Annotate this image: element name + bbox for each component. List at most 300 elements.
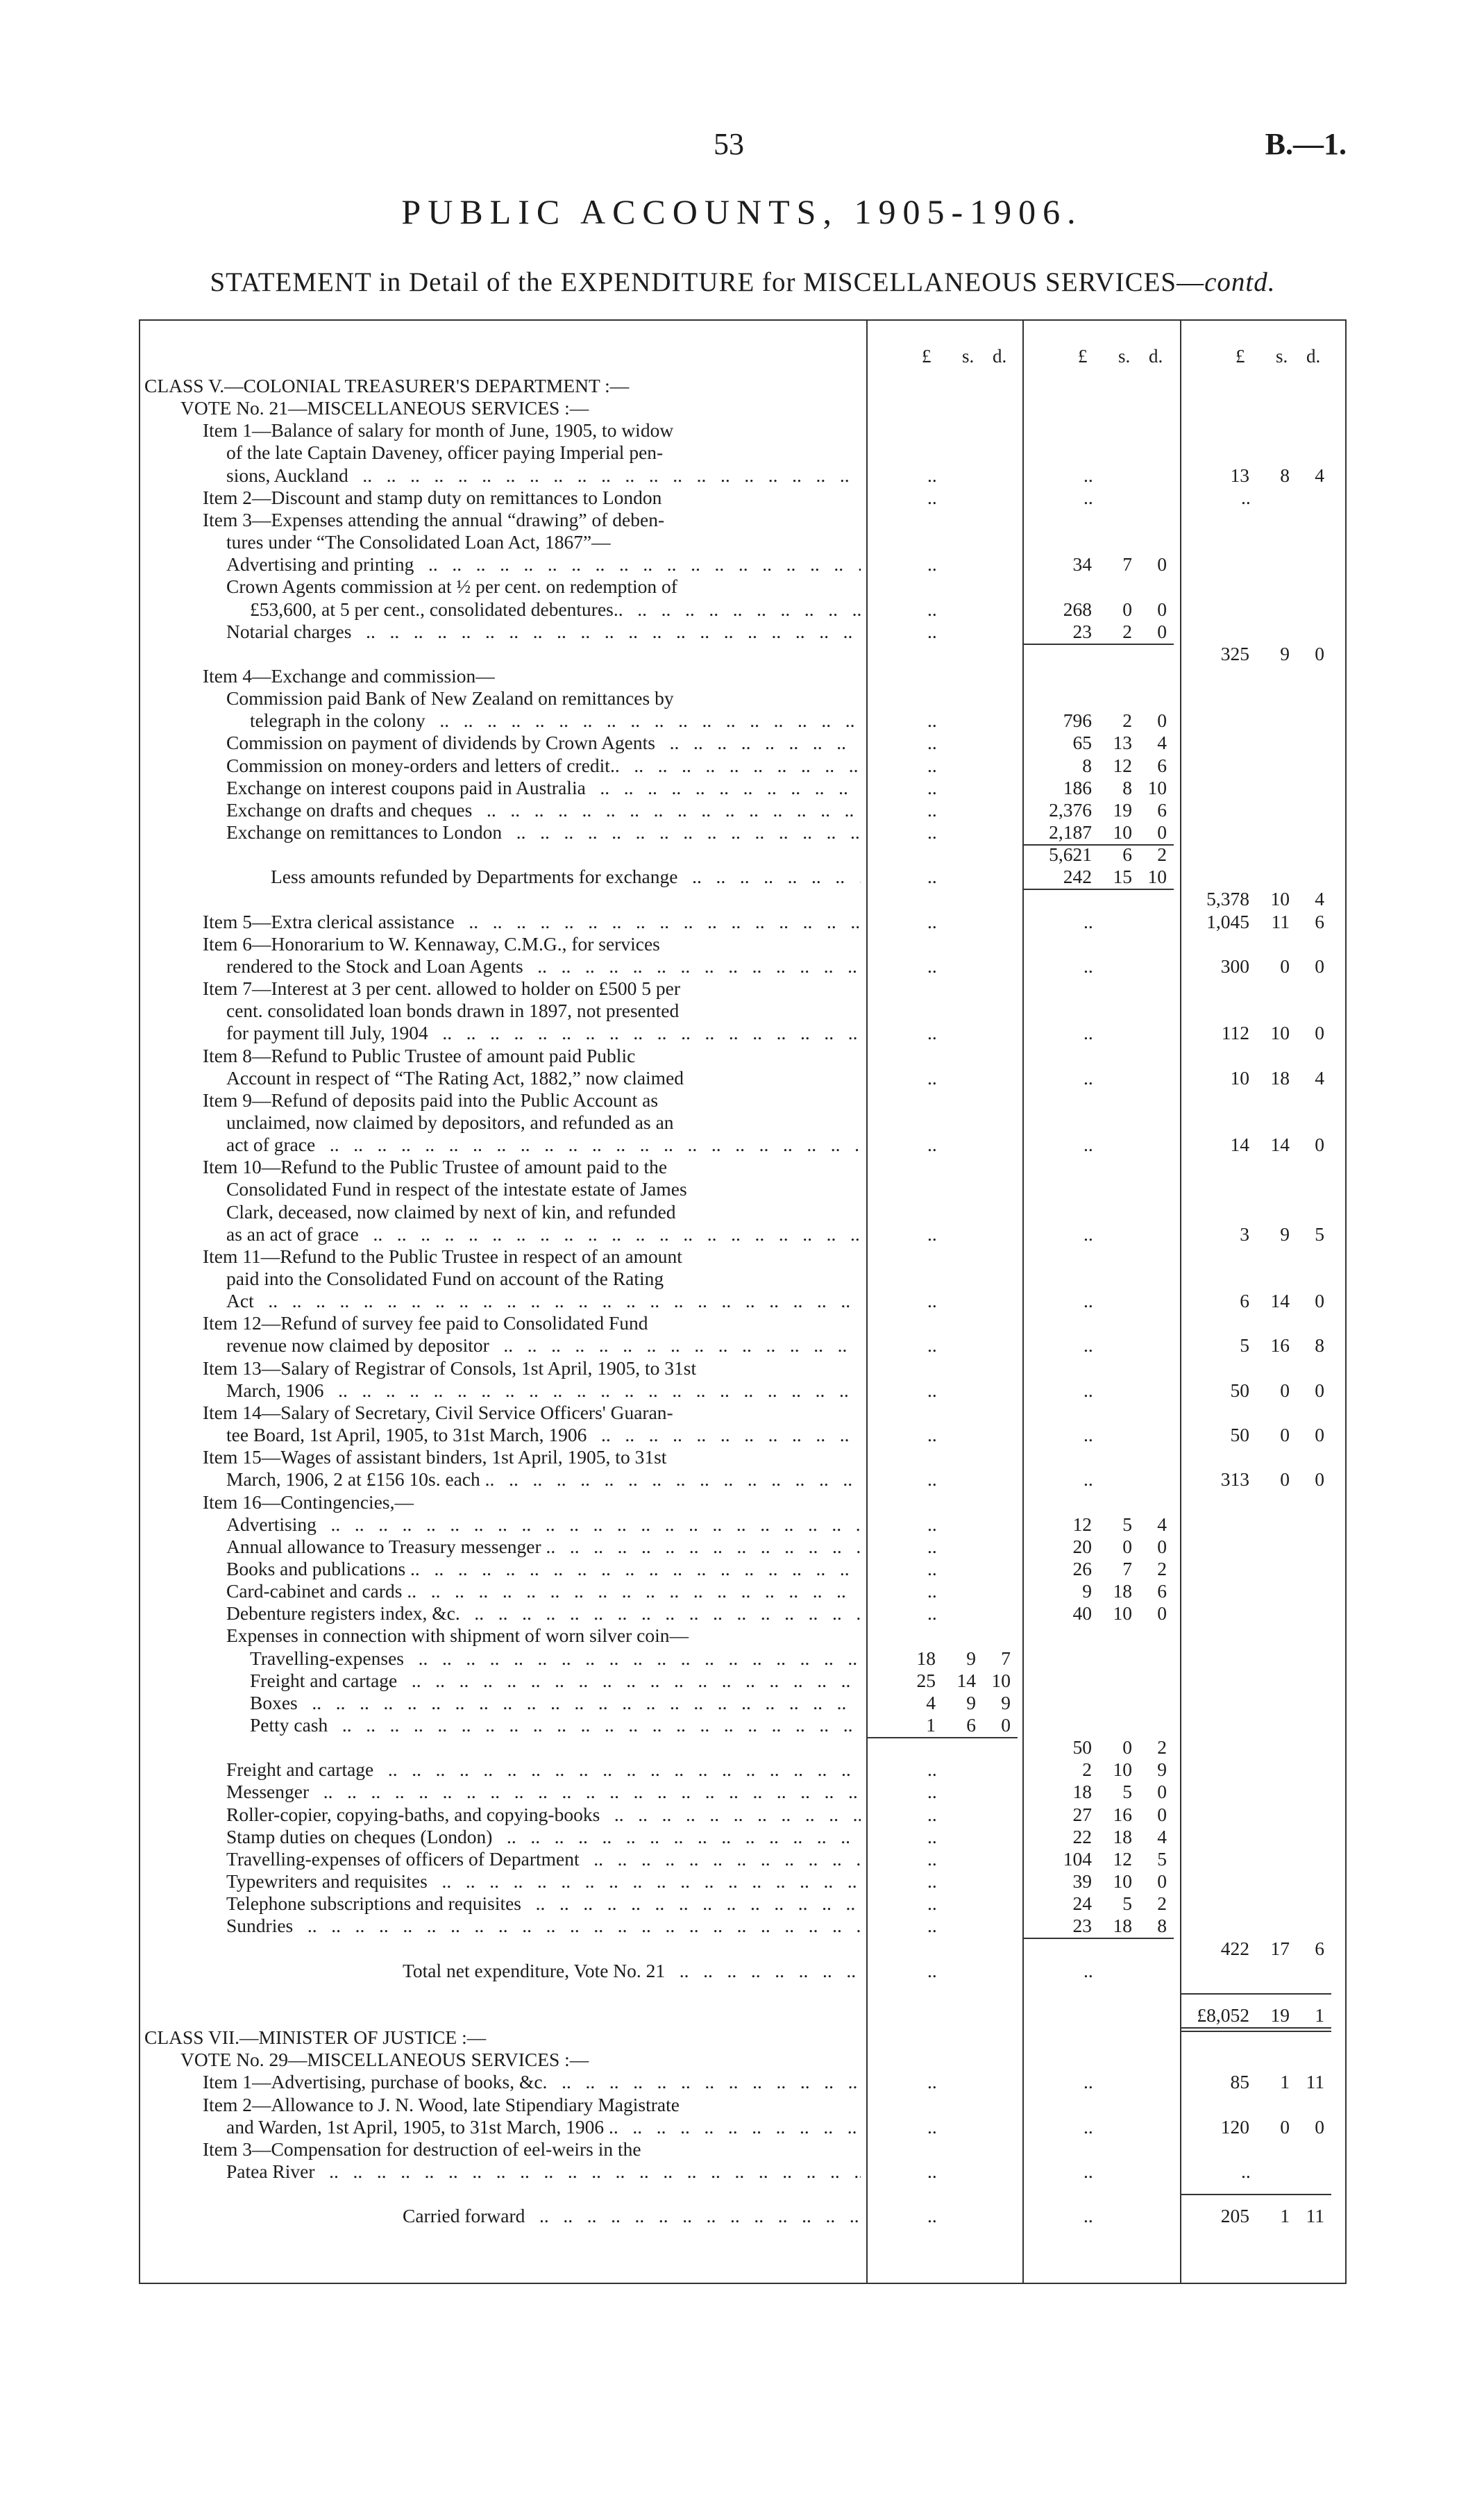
dots-placeholder: .. — [1084, 1959, 1093, 1981]
amount-cell-col2 — [1024, 1357, 1174, 1379]
table-row — [139, 1938, 1347, 1960]
pounds-value: 6 — [1240, 1290, 1249, 1312]
dots-placeholder: .. — [927, 910, 937, 932]
dots-placeholder: .. — [927, 598, 937, 620]
amount-cell-col1 — [868, 2026, 1018, 2049]
amount-cell-col3 — [1181, 665, 1331, 687]
table-row — [139, 1893, 1347, 1915]
amount-cell-col1 — [868, 755, 1018, 777]
amount-cell-col3 — [1181, 710, 1331, 732]
pence-value: 2 — [1157, 1736, 1167, 1759]
amount-cell-col1 — [868, 1000, 1018, 1022]
pounds-value: 120 — [1220, 2115, 1249, 2138]
pence-value: 0 — [1157, 1870, 1167, 1893]
amount-cell-col3 — [1181, 1870, 1331, 1893]
amount-cell-col2 — [1024, 1134, 1174, 1156]
amount-cell-col1 — [868, 576, 1018, 598]
table-row — [139, 2138, 1347, 2160]
amount-cell-col2 — [1024, 1178, 1174, 1200]
table-row — [139, 1960, 1347, 1982]
amount-cell-col1 — [868, 375, 1018, 397]
table-row — [139, 2183, 1347, 2205]
table-row — [139, 933, 1347, 955]
page-title: PUBLIC ACCOUNTS, 1905-1906. — [401, 192, 1083, 231]
table-row — [139, 1580, 1347, 1602]
pence-value: 6 — [1157, 1580, 1167, 1602]
pence-value: 9 — [1001, 1691, 1011, 1713]
table-row — [139, 1156, 1347, 1178]
row-label: March, 1906 .. — [226, 1379, 861, 1402]
table-row — [139, 553, 1347, 576]
header-pounds: £ — [922, 346, 931, 367]
amount-cell-col1 — [868, 1357, 1018, 1379]
table-row — [139, 1201, 1347, 1223]
pounds-value: 65 — [1072, 732, 1092, 754]
amount-cell-col3 — [1181, 1848, 1331, 1870]
dots-placeholder: .. — [927, 754, 937, 776]
row-label: Exchange on remittances to London .. — [226, 821, 861, 844]
amount-cell-col2 — [1024, 2160, 1174, 2183]
pounds-value: 5 — [1240, 1334, 1249, 1357]
table-row — [139, 2071, 1347, 2093]
amount-cell-col1 — [868, 2094, 1018, 2116]
dots-placeholder: .. — [927, 1915, 937, 1937]
amount-cell-col1 — [868, 1468, 1018, 1491]
amount-cell-col3 — [1181, 2026, 1331, 2049]
amount-cell-col2 — [1024, 442, 1174, 464]
amount-cell-col3 — [1181, 732, 1331, 754]
amount-cell-col2 — [1024, 1468, 1174, 1491]
row-label: tee Board, 1st April, 1905, to 31st March, 1906 .. — [226, 1424, 861, 1446]
amount-cell-col2 — [1024, 553, 1174, 576]
amount-cell-col2 — [1024, 1201, 1174, 1223]
shillings-value: 15 — [1113, 866, 1132, 888]
table-row — [139, 1223, 1347, 1245]
row-label: Card-cabinet and cards .. .. — [226, 1580, 861, 1602]
shillings-value: 10 — [1113, 1602, 1132, 1625]
amount-cell-col2 — [1024, 576, 1174, 598]
amount-cell-col1 — [868, 1045, 1018, 1067]
amount-cell-col1 — [868, 1446, 1018, 1468]
shillings-value: 0 — [1122, 598, 1132, 620]
row-label: Messenger .. — [226, 1781, 861, 1803]
shillings-value: 10 — [1113, 1870, 1132, 1893]
amount-cell-col3 — [1181, 1536, 1331, 1558]
amount-cell-col2 — [1024, 1736, 1174, 1759]
row-label: Carried forward .. — [403, 2205, 861, 2227]
pounds-value: 50 — [1230, 1424, 1249, 1446]
shillings-value: 18 — [1113, 1915, 1132, 1937]
header-pounds: £ — [1078, 346, 1088, 367]
table-row — [139, 1625, 1347, 1647]
dots-placeholder: .. — [1084, 486, 1093, 508]
amount-cell-col3 — [1181, 553, 1331, 576]
table-row — [139, 1446, 1347, 1468]
shillings-value: 1 — [1280, 2205, 1290, 2227]
pounds-value: 27 — [1072, 1803, 1092, 1825]
amount-cell-col1 — [868, 1938, 1018, 1960]
dots-placeholder: .. — [927, 1959, 937, 1981]
amount-cell-col3 — [1181, 977, 1331, 1000]
pounds-value: 2,187 — [1049, 821, 1092, 843]
table-row — [139, 1915, 1347, 1937]
shillings-value: 0 — [1122, 1736, 1132, 1759]
amount-cell-col2 — [1024, 1826, 1174, 1848]
amount-cell-col1 — [868, 2004, 1018, 2026]
table-row — [139, 1670, 1347, 1692]
amount-cell-col3 — [1181, 2205, 1331, 2227]
table-row — [139, 1692, 1347, 1714]
amount-cell-col2 — [1024, 397, 1174, 419]
pounds-value: 13 — [1230, 464, 1249, 486]
amount-cell-col2 — [1024, 1692, 1174, 1714]
amount-cell-col2 — [1024, 1938, 1174, 1960]
row-label: Less amounts refunded by Departments for exchange .. — [271, 866, 861, 888]
amount-cell-col3 — [1181, 1089, 1331, 1111]
row-label: Item 2—Allowance to J. N. Wood, late Stipendiary Magistrate — [203, 2093, 680, 2115]
table-row — [139, 1714, 1347, 1736]
amount-cell-col2 — [1024, 755, 1174, 777]
pounds-value: 4 — [926, 1691, 936, 1713]
row-label: tures under “The Consolidated Loan Act, 1867”— — [226, 531, 611, 553]
amount-cell-col3 — [1181, 2094, 1331, 2116]
amount-cell-col3 — [1181, 1513, 1331, 1536]
dots-placeholder: .. — [1084, 1134, 1093, 1156]
amount-cell-col1 — [868, 621, 1018, 643]
pence-value: 0 — [1315, 642, 1324, 664]
row-label: Stamp duties on cheques (London) .. — [226, 1826, 861, 1848]
amount-cell-col3 — [1181, 1759, 1331, 1781]
header-pence: d. — [1149, 346, 1163, 367]
row-label: CLASS V.—COLONIAL TREASURER'S DEPARTMENT :— — [144, 375, 630, 396]
row-label: Item 12—Refund of survey fee paid to Consolidated Fund — [203, 1312, 648, 1334]
dots-placeholder: .. — [927, 464, 937, 486]
amount-cell-col2 — [1024, 1424, 1174, 1446]
row-label: Item 1—Balance of salary for month of June, 1905, to widow — [203, 419, 674, 442]
amount-cell-col2 — [1024, 1848, 1174, 1870]
pence-value: 4 — [1315, 888, 1324, 910]
pence-value: 0 — [1157, 1602, 1167, 1625]
pounds-value: 34 — [1072, 553, 1092, 576]
amount-cell-col1 — [868, 2071, 1018, 2093]
shillings-value: 14 — [1270, 1134, 1290, 1156]
pounds-value: 796 — [1063, 710, 1092, 732]
shillings-value: 11 — [1271, 910, 1290, 932]
amount-cell-col1 — [868, 1268, 1018, 1290]
table-row — [139, 375, 1347, 397]
dots-placeholder: .. — [927, 1602, 937, 1625]
table-row — [139, 687, 1347, 710]
amount-cell-col2 — [1024, 1000, 1174, 1022]
amount-cell-col2 — [1024, 1982, 1174, 2004]
pounds-value: 2,376 — [1049, 798, 1092, 821]
amount-cell-col3 — [1181, 1357, 1331, 1379]
header-pence: d. — [1306, 346, 1321, 367]
pence-value: 2 — [1157, 844, 1167, 866]
amount-cell-col3 — [1181, 1558, 1331, 1580]
pence-value: 0 — [1315, 2115, 1324, 2138]
row-label: Expenses in connection with shipment of worn silver coin— — [226, 1625, 689, 1647]
pence-value: 5 — [1315, 1223, 1324, 1245]
amount-cell-col3 — [1181, 866, 1331, 888]
amount-cell-col1 — [868, 1647, 1018, 1670]
pence-value: 0 — [1157, 598, 1167, 620]
dots-placeholder: .. — [1084, 1022, 1093, 1044]
pence-value: 9 — [1157, 1759, 1167, 1781]
amount-cell-col3 — [1181, 844, 1331, 866]
row-label: Item 6—Honorarium to W. Kennaway, C.M.G., for services — [203, 932, 660, 955]
pounds-value: £8,052 — [1197, 2004, 1249, 2026]
row-label: unclaimed, now claimed by depositors, and refunded as an — [226, 1111, 674, 1133]
amount-cell-col1 — [868, 1893, 1018, 1915]
amount-cell-col3 — [1181, 1915, 1331, 1937]
shillings-value: 8 — [1280, 464, 1290, 486]
pounds-value: 10 — [1230, 1066, 1249, 1089]
table-row — [139, 464, 1347, 487]
amount-cell-col3 — [1181, 687, 1331, 710]
amount-cell-col3 — [1181, 1804, 1331, 1826]
shillings-value: 0 — [1280, 1424, 1290, 1446]
row-label: Petty cash .. — [250, 1714, 861, 1736]
amount-cell-col2 — [1024, 1022, 1174, 1044]
dots-placeholder: .. — [927, 1379, 937, 1401]
dots-placeholder: .. — [1084, 1223, 1093, 1245]
row-label: Act .. — [226, 1290, 861, 1312]
amount-cell-col2 — [1024, 509, 1174, 531]
shillings-value: 9 — [966, 1647, 976, 1669]
table-row — [139, 1067, 1347, 1089]
amount-cell-col1 — [868, 1960, 1018, 1982]
amount-cell-col3 — [1181, 2160, 1331, 2183]
table-row — [139, 732, 1347, 754]
pounds-value: 205 — [1220, 2205, 1249, 2227]
pence-value: 6 — [1157, 798, 1167, 821]
amount-cell-col1 — [868, 1692, 1018, 1714]
amount-cell-col2 — [1024, 375, 1174, 397]
table-row — [139, 710, 1347, 732]
dots-placeholder: .. — [927, 1759, 937, 1781]
row-label: March, 1906, 2 at £156 10s. each .. .. — [226, 1468, 861, 1491]
shillings-value: 16 — [1270, 1334, 1290, 1357]
table-row — [139, 1826, 1347, 1848]
dots-placeholder: .. — [1084, 910, 1093, 932]
table-row — [139, 2004, 1347, 2026]
row-label: Commission paid Bank of New Zealand on remittances by — [226, 687, 674, 710]
amount-cell-col2 — [1024, 687, 1174, 710]
amount-cell-col1 — [868, 1245, 1018, 1268]
amount-cell-col2 — [1024, 844, 1174, 866]
amount-cell-col3 — [1181, 799, 1331, 821]
subtitle-contd: contd. — [1204, 267, 1276, 297]
pounds-value: 50 — [1072, 1736, 1092, 1759]
amount-cell-col2 — [1024, 2004, 1174, 2026]
amount-cell-col1 — [868, 732, 1018, 754]
row-label: rendered to the Stock and Loan Agents .. — [226, 955, 861, 977]
table-row — [139, 1982, 1347, 2004]
amount-cell-col3 — [1181, 1045, 1331, 1067]
amount-cell-col3 — [1181, 487, 1331, 509]
pounds-value: 325 — [1220, 642, 1249, 664]
row-label: Travelling-expenses .. — [250, 1647, 861, 1670]
amount-cell-col2 — [1024, 2116, 1174, 2138]
table-row — [139, 531, 1347, 553]
dots-placeholder: .. — [927, 1334, 937, 1357]
amount-cell-col3 — [1181, 375, 1331, 397]
pence-value: 4 — [1315, 464, 1324, 486]
table-row — [139, 1245, 1347, 1268]
row-label: and Warden, 1st April, 1905, to 31st March, 1906 .. .. — [226, 2116, 861, 2138]
amount-cell-col3 — [1181, 888, 1331, 910]
amount-cell-col1 — [868, 1625, 1018, 1647]
table-row — [139, 576, 1347, 598]
dots-placeholder: .. — [927, 2071, 937, 2093]
row-label: Item 9—Refund of deposits paid into the Public Account as — [203, 1089, 659, 1111]
row-label: Item 16—Contingencies,— — [203, 1491, 414, 1513]
dots-placeholder: .. — [927, 620, 937, 642]
shillings-value: 10 — [1270, 1022, 1290, 1044]
amount-cell-col1 — [868, 911, 1018, 933]
amount-cell-col1 — [868, 955, 1018, 977]
pounds-value: 23 — [1072, 620, 1092, 642]
dots-placeholder: .. — [1084, 1334, 1093, 1357]
amount-cell-col2 — [1024, 1625, 1174, 1647]
row-label: act of grace .. — [226, 1134, 861, 1156]
dots-placeholder: .. — [927, 1535, 937, 1557]
row-label: Debenture registers index, &c. .. — [226, 1602, 861, 1625]
row-label: cent. consolidated loan bonds drawn in 1897, not presented — [226, 1000, 680, 1022]
pence-value: 0 — [1157, 710, 1167, 732]
amount-cell-col1 — [868, 442, 1018, 464]
table-row — [139, 1402, 1347, 1424]
shillings-value: 13 — [1113, 732, 1132, 754]
amount-cell-col2 — [1024, 2094, 1174, 2116]
table-row — [139, 2160, 1347, 2183]
pounds-value: 5,378 — [1206, 888, 1249, 910]
dots-placeholder: .. — [1241, 486, 1251, 508]
pence-value: 0 — [1315, 1379, 1324, 1401]
amount-cell-col3 — [1181, 442, 1331, 464]
table-row — [139, 2049, 1347, 2071]
dots-placeholder: .. — [1084, 955, 1093, 977]
amount-cell-col1 — [868, 464, 1018, 487]
row-label: Commission on payment of dividends by Crown Agents .. — [226, 732, 861, 754]
amount-cell-col2 — [1024, 1334, 1174, 1357]
pence-value: 0 — [1315, 1290, 1324, 1312]
dots-placeholder: .. — [927, 1468, 937, 1491]
row-label: Item 13—Salary of Registrar of Consols, 1st April, 1905, to 31st — [203, 1357, 697, 1379]
amount-cell-col2 — [1024, 1513, 1174, 1536]
amount-cell-col2 — [1024, 1960, 1174, 1982]
dots-placeholder: .. — [1084, 1424, 1093, 1446]
pence-value: 0 — [1315, 1022, 1324, 1044]
table-row — [139, 955, 1347, 977]
pence-value: 0 — [1157, 553, 1167, 576]
shillings-value: 1 — [1280, 2071, 1290, 2093]
table-row — [139, 643, 1347, 665]
dots-placeholder: .. — [927, 1424, 937, 1446]
row-label: telegraph in the colony .. — [250, 710, 861, 732]
shillings-value: 7 — [1122, 553, 1132, 576]
amount-cell-col3 — [1181, 1491, 1331, 1513]
amount-cell-col3 — [1181, 1424, 1331, 1446]
subtotal-rule — [1181, 2194, 1331, 2195]
table-row — [139, 621, 1347, 643]
dots-placeholder: .. — [927, 1893, 937, 1915]
amount-cell-col1 — [868, 1022, 1018, 1044]
amount-cell-col1 — [868, 1312, 1018, 1334]
shillings-value: 6 — [1122, 844, 1132, 866]
amount-cell-col1 — [868, 1736, 1018, 1759]
amount-cell-col2 — [1024, 1491, 1174, 1513]
row-label: Boxes .. — [250, 1692, 861, 1714]
row-label: Advertising and printing .. — [226, 553, 861, 576]
amount-cell-col1 — [868, 1804, 1018, 1826]
amount-cell-col3 — [1181, 2138, 1331, 2160]
row-label: Roller-copier, copying-baths, and copying-books .. — [226, 1804, 861, 1826]
dots-placeholder: .. — [927, 2115, 937, 2138]
pounds-value: 40 — [1072, 1602, 1092, 1625]
row-label: Total net expenditure, Vote No. 21 .. — [403, 1960, 861, 1982]
amount-cell-col1 — [868, 1714, 1018, 1736]
table-row — [139, 1045, 1347, 1067]
amount-cell-col3 — [1181, 1067, 1331, 1089]
pounds-value: 268 — [1063, 598, 1092, 620]
amount-cell-col2 — [1024, 2205, 1174, 2227]
pounds-value: 39 — [1072, 1870, 1092, 1893]
row-label: Annual allowance to Treasury messenger .. .. — [226, 1536, 861, 1558]
pence-value: 4 — [1157, 732, 1167, 754]
amount-cell-col3 — [1181, 1379, 1331, 1402]
amount-cell-col1 — [868, 844, 1018, 866]
amount-cell-col2 — [1024, 1312, 1174, 1334]
row-label: for payment till July, 1904 .. — [226, 1022, 861, 1044]
pounds-value: 8 — [1082, 754, 1092, 776]
amount-cell-col2 — [1024, 777, 1174, 799]
dots-placeholder: .. — [1084, 2071, 1093, 2093]
shillings-value: 18 — [1113, 1580, 1132, 1602]
amount-cell-col2 — [1024, 1379, 1174, 1402]
amount-cell-col3 — [1181, 1446, 1331, 1468]
pence-value: 0 — [1157, 1535, 1167, 1557]
amount-cell-col2 — [1024, 1781, 1174, 1803]
amount-cell-col1 — [868, 397, 1018, 419]
dots-placeholder: .. — [1084, 2205, 1093, 2227]
pounds-value: 1,045 — [1206, 910, 1249, 932]
row-label: Item 8—Refund to Public Trustee of amount paid Public — [203, 1044, 636, 1066]
dots-placeholder: .. — [1084, 1290, 1093, 1312]
shillings-value: 5 — [1122, 1513, 1132, 1535]
table-row — [139, 1379, 1347, 1402]
pounds-value: 12 — [1072, 1513, 1092, 1535]
table-row — [139, 1491, 1347, 1513]
amount-cell-col2 — [1024, 1602, 1174, 1625]
amount-cell-col2 — [1024, 2071, 1174, 2093]
table-row — [139, 1334, 1347, 1357]
table-row — [139, 1000, 1347, 1022]
pounds-value: 9 — [1082, 1580, 1092, 1602]
table-row — [139, 1468, 1347, 1491]
row-label: revenue now claimed by depositor .. — [226, 1334, 861, 1357]
dots-placeholder: .. — [1084, 2160, 1093, 2182]
amount-cell-col1 — [868, 419, 1018, 442]
dots-placeholder: .. — [927, 2205, 937, 2227]
table-row — [139, 1536, 1347, 1558]
amount-cell-col1 — [868, 1848, 1018, 1870]
dots-placeholder: .. — [927, 732, 937, 754]
dots-placeholder: .. — [1241, 2160, 1251, 2182]
pence-value: 0 — [1315, 1468, 1324, 1491]
amount-cell-col2 — [1024, 821, 1174, 844]
